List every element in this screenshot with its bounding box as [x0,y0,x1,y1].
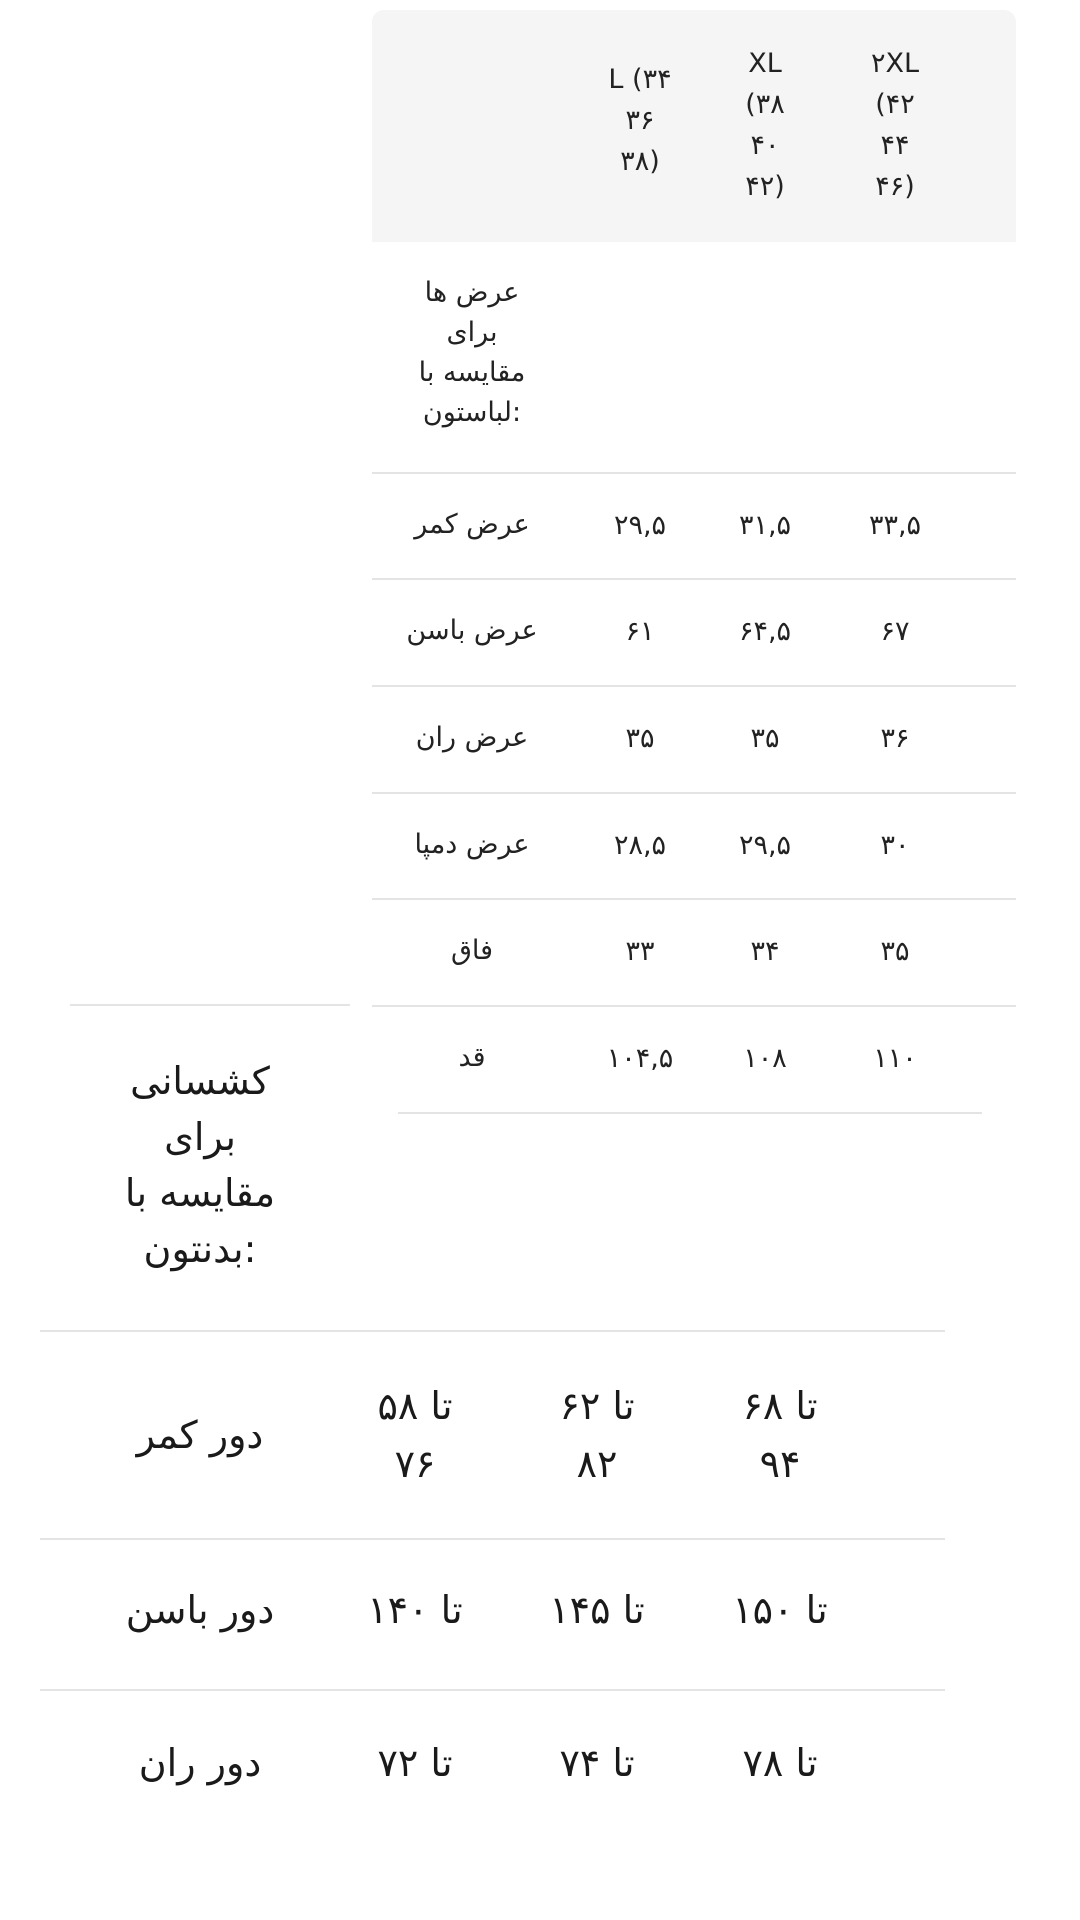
row-divider [40,1689,945,1691]
cell-value: ۳۳ [625,935,655,967]
cell-value: ۶۲ تا ۸۲ [559,1384,635,1486]
cell-value: ۱۰۸ [743,1042,787,1074]
row-divider [372,685,1016,687]
row-label: دور ران [138,1741,262,1785]
cell-value: ۳۴ [750,935,780,967]
row-divider [372,898,1016,900]
table-bottom-divider [398,1112,982,1114]
cell-value: ۳۰ [880,829,910,861]
row-divider [372,578,1016,580]
cell-value: ۳۵ [750,722,780,754]
header-size-2xl: ۲XL (۴۲ ۴۴ ۴۶) [870,48,920,202]
cell-value: تا ۱۴۵ [549,1588,645,1632]
cell-value: ۲۹,۵ [613,509,667,541]
cell-value: ۱۱۰ [873,1042,917,1074]
cell-value: تا ۷۴ [559,1741,635,1785]
cell-value: ۳۶ [880,722,910,754]
row-label: عرض ران [415,722,529,753]
cell-value: تا ۱۴۰ [367,1588,463,1632]
cell-value: ۳۵ [880,935,910,967]
cell-value: ۶۷ [880,615,910,647]
cell-value: ۳۵ [625,722,655,754]
row-divider [372,792,1016,794]
row-divider [372,472,1016,474]
row-divider [40,1538,945,1540]
cell-value: ۳۳,۵ [868,509,922,541]
body-intro-label: کشسانی برای مقایسه با بدنتون: [124,1059,276,1271]
row-label: فاق [450,935,494,966]
row-label: عرض دمپا [414,829,530,860]
row-divider [372,1005,1016,1007]
cell-value: ۲۸,۵ [613,829,667,861]
header-size-l: L (۳۴ ۳۶ ۳۸) [608,63,672,177]
cell-value: ۲۹,۵ [738,829,792,861]
row-divider [40,1330,945,1332]
cell-value: تا ۱۵۰ [732,1588,828,1632]
cell-value: تا ۷۲ [377,1741,453,1785]
row-label: دور کمر [136,1413,264,1457]
cell-value: ۶۴,۵ [738,615,792,647]
cell-value: تا ۷۸ [742,1741,818,1785]
header-size-xl: XL (۳۸ ۴۰ ۴۲) [745,48,785,202]
cell-value: ۳۱,۵ [738,509,792,541]
widths-intro-label: عرض ها برای مقایسه با لباستون: [418,277,526,428]
cell-value: ۱۰۴,۵ [606,1042,674,1074]
cell-value: ۶۱ [625,615,655,647]
row-label: عرض کمر [414,509,530,540]
cell-value: ۵۸ تا ۷۶ [377,1384,453,1486]
row-label: عرض باسن [406,615,538,646]
cell-value: ۶۸ تا ۹۴ [742,1384,818,1486]
row-label: قد [458,1042,486,1073]
row-divider [70,1004,350,1006]
row-label: دور باسن [125,1588,275,1632]
